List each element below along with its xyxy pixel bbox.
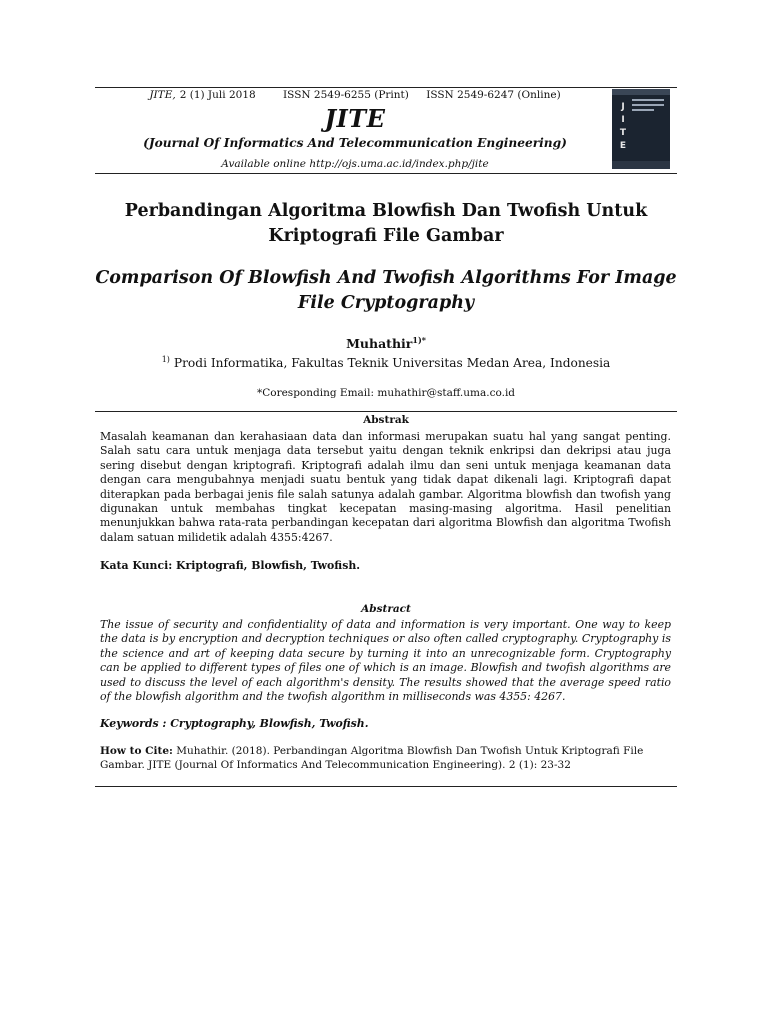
how-to-cite — [100, 744, 671, 773]
issn-print: ISSN 2549-6255 (Print) — [283, 89, 409, 101]
keywords-indonesian: Kata Kunci: Kriptografi, Blowfish, Twofish. — [100, 559, 361, 572]
journal-meta-line — [95, 89, 615, 101]
author-affiliation — [95, 355, 677, 370]
author-name — [95, 335, 677, 351]
abstract-body-english: The issue of security and confidentiality of data and information is very important. One way to keep the data is by encryption and decryption techniques or also often called cryptography. Cryptography is the science and art of keeping data secure by turning it into an unrecognizable form. Cryptography can be applied to different types of files one of which is an image. Blowfish and twofish algorithms are used to discuss the level of each algorithm's density. The results showed that the average speed ratio of the blowfish algorithm and the twofish algorithm in milliseconds was 4355: 4267. — [100, 618, 671, 704]
journal-cover-image — [612, 89, 670, 169]
keywords-english: Keywords : Cryptography, Blowfish, Twofish. — [100, 717, 369, 730]
author-affiliation-mark: 1)* — [412, 335, 426, 345]
cite-label: How to Cite: — [100, 745, 173, 757]
abstract-heading-english: Abstract — [361, 603, 411, 615]
abstract-heading-indonesian: Abstrak — [363, 414, 409, 426]
abstract-body-indonesian: Masalah keamanan dan kerahasiaan data dan informasi merupakan suatu hal yang sangat penting. Salah satu cara untuk menjaga data tersebut yaitu dengan teknik enkripsi dan dekripsi atau juga sering disebut dengan kriptografi. Kriptografi adalah ilmu dan seni untuk menjaga keamanan data dengan cara mengubahnya menjadi suatu bentuk yang tidak dapat dikenali lagi. Kriptografi dapat diterapkan pada berbagai jenis file salah satunya adalah gambar. Algoritma blowfish dan twofish yang digunakan untuk membahas tingkat kecepatan masing-masing algoritma. Hasil penelitian menunjukkan bahwa rata-rata perbandingan kecepatan dari algoritma Blowfish dan algoritma Twofish dalam satuan milidetik adalah 4355:4267. — [100, 430, 671, 544]
abstract-top-rule — [95, 411, 677, 412]
journal-short-title: JITE — [324, 104, 386, 133]
header-bottom-rule — [95, 173, 677, 174]
affiliation-text: Prodi Informatika, Fakultas Teknik Universitas Medan Area, Indonesia — [173, 356, 611, 371]
journal-url[interactable]: Available online http://ojs.uma.ac.id/index.php/jite — [221, 158, 489, 170]
header-top-rule — [95, 87, 677, 88]
affiliation-mark: 1) — [161, 355, 170, 364]
journal-full-title: (Journal Of Informatics And Telecommunication Engineering) — [143, 136, 567, 150]
journal-volume: 2 (1) Juli 2018 — [179, 89, 256, 101]
article-title-english: Comparison Of Blowfish And Twofish Algorithms For Image File Cryptography — [95, 268, 677, 313]
issn-online: ISSN 2549-6247 (Online) — [426, 89, 561, 101]
article-title-indonesian: Perbandingan Algoritma Blowfish Dan Twofish Untuk Kriptografi File Gambar — [124, 201, 648, 246]
cover-lettering: J I T E — [619, 102, 627, 151]
citation-bottom-rule — [95, 786, 677, 787]
corresponding-email[interactable]: *Coresponding Email: muhathir@staff.uma.co.id — [256, 387, 516, 399]
cite-text: Muhathir. (2018). Perbandingan Algoritma Blowfish Dan Twofish Untuk Kriptografi File Gambar. JITE (Journal Of Informatics And Telecommunication Engineering). 2 (1): 23-32 — [100, 745, 644, 772]
author-text: Muhathir — [346, 336, 413, 352]
journal-abbrev: JITE, — [149, 89, 176, 101]
